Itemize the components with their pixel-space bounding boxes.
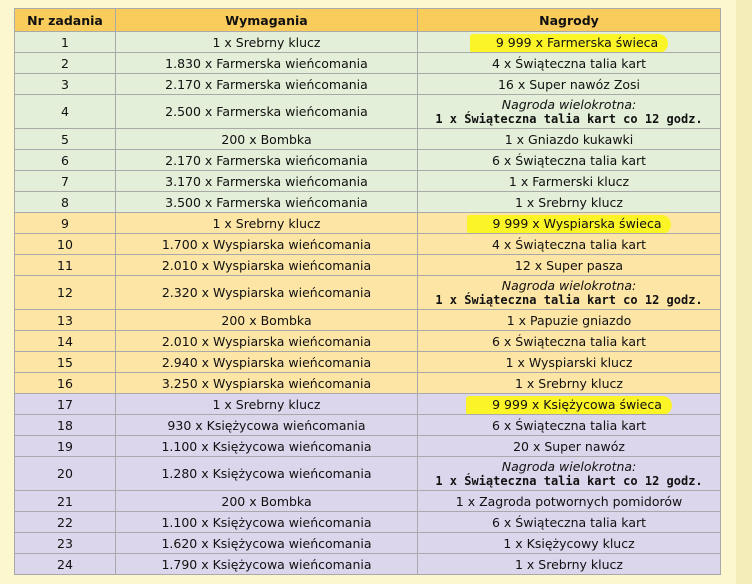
- task-number: 8: [15, 192, 116, 213]
- table-row: [15, 436, 721, 457]
- requirement-cell: 2.010 x Wyspiarska wieńcomania: [116, 331, 418, 352]
- reward-cell: [418, 276, 721, 310]
- task-number: 20: [15, 457, 116, 491]
- task-number: 1: [15, 32, 116, 53]
- multi-reward-item: 1 x Świąteczna talia kart co 12 godz.: [435, 292, 703, 307]
- reward-cell: [418, 95, 721, 129]
- reward-cell: 1 x Papuzie gniazdo: [418, 310, 721, 331]
- task-number: 18: [15, 415, 116, 436]
- reward-cell: 1 x Srebrny klucz: [418, 554, 721, 575]
- reward-cell: [418, 394, 721, 415]
- reward-cell: [418, 457, 721, 491]
- task-number: 11: [15, 255, 116, 276]
- requirement-cell: 1.620 x Księżycowa wieńcomania: [116, 533, 418, 554]
- table-row: [15, 192, 721, 213]
- requirement-cell: 1.700 x Wyspiarska wieńcomania: [116, 234, 418, 255]
- table-row: [15, 394, 721, 415]
- task-number: 13: [15, 310, 116, 331]
- requirement-cell: 1.790 x Księżycowa wieńcomania: [116, 554, 418, 575]
- task-number: 19: [15, 436, 116, 457]
- requirement-cell: 2.940 x Wyspiarska wieńcomania: [116, 352, 418, 373]
- requirement-cell: 1.830 x Farmerska wieńcomania: [116, 53, 418, 74]
- table-row: [15, 129, 721, 150]
- table-row: [15, 491, 721, 512]
- table-row: [15, 213, 721, 234]
- reward-cell: 12 x Super pasza: [418, 255, 721, 276]
- requirement-cell: 2.500 x Farmerska wieńcomania: [116, 95, 418, 129]
- requirement-cell: 930 x Księżycowa wieńcomania: [116, 415, 418, 436]
- table-row: [15, 171, 721, 192]
- table-row: [15, 150, 721, 171]
- requirement-cell: 200 x Bombka: [116, 129, 418, 150]
- table-row: [15, 331, 721, 352]
- table-row: [15, 352, 721, 373]
- requirement-cell: 3.500 x Farmerska wieńcomania: [116, 192, 418, 213]
- requirement-cell: 2.010 x Wyspiarska wieńcomania: [116, 255, 418, 276]
- requirement-cell: 1 x Srebrny klucz: [116, 394, 418, 415]
- highlighted-reward: 9 999 x Księżycowa świeca: [466, 396, 672, 415]
- table-row: [15, 74, 721, 95]
- table-row: [15, 373, 721, 394]
- requirement-cell: 200 x Bombka: [116, 491, 418, 512]
- table-row: [15, 95, 721, 129]
- table-row: [15, 255, 721, 276]
- task-number: 17: [15, 394, 116, 415]
- reward-cell: 1 x Księżycowy klucz: [418, 533, 721, 554]
- task-number: 24: [15, 554, 116, 575]
- task-number: 15: [15, 352, 116, 373]
- requirement-cell: 3.250 x Wyspiarska wieńcomania: [116, 373, 418, 394]
- task-number: 16: [15, 373, 116, 394]
- task-number: 3: [15, 74, 116, 95]
- requirement-cell: 2.170 x Farmerska wieńcomania: [116, 150, 418, 171]
- task-number: 6: [15, 150, 116, 171]
- multi-reward-item: 1 x Świąteczna talia kart co 12 godz.: [435, 473, 703, 488]
- requirement-cell: 3.170 x Farmerska wieńcomania: [116, 171, 418, 192]
- requirement-cell: 2.320 x Wyspiarska wieńcomania: [116, 276, 418, 310]
- table-row: [15, 310, 721, 331]
- requirement-cell: 200 x Bombka: [116, 310, 418, 331]
- reward-cell: 6 x Świąteczna talia kart: [418, 512, 721, 533]
- table-row: [15, 457, 721, 491]
- table-row: [15, 32, 721, 53]
- table-row: [15, 276, 721, 310]
- task-number: 21: [15, 491, 116, 512]
- header-row: [15, 9, 721, 32]
- table-row: [15, 512, 721, 533]
- table-row: [15, 554, 721, 575]
- table-row: [15, 533, 721, 554]
- reward-cell: 20 x Super nawóz: [418, 436, 721, 457]
- task-number: 5: [15, 129, 116, 150]
- requirement-cell: 1 x Srebrny klucz: [116, 32, 418, 53]
- reward-cell: 6 x Świąteczna talia kart: [418, 415, 721, 436]
- task-number: 4: [15, 95, 116, 129]
- requirement-cell: 1 x Srebrny klucz: [116, 213, 418, 234]
- requirement-cell: 1.100 x Księżycowa wieńcomania: [116, 436, 418, 457]
- reward-cell: 1 x Srebrny klucz: [418, 373, 721, 394]
- header-nr: Nr zadania: [15, 9, 116, 32]
- requirement-cell: 2.170 x Farmerska wieńcomania: [116, 74, 418, 95]
- highlighted-reward: 9 999 x Wyspiarska świeca: [467, 215, 672, 234]
- reward-cell: [418, 213, 721, 234]
- task-number: 9: [15, 213, 116, 234]
- multi-reward-title: Nagroda wielokrotna:: [501, 277, 637, 293]
- header-rewards: Nagrody: [418, 9, 721, 32]
- highlighted-reward: 9 999 x Farmerska świeca: [470, 34, 668, 53]
- page-edge: [736, 0, 752, 584]
- table-row: [15, 415, 721, 436]
- reward-cell: 1 x Farmerski klucz: [418, 171, 721, 192]
- task-number: 2: [15, 53, 116, 74]
- task-number: 23: [15, 533, 116, 554]
- reward-cell: 16 x Super nawóz Zosi: [418, 74, 721, 95]
- task-number: 14: [15, 331, 116, 352]
- multi-reward-item: 1 x Świąteczna talia kart co 12 godz.: [435, 111, 703, 126]
- rewards-table: [14, 8, 721, 575]
- reward-cell: 4 x Świąteczna talia kart: [418, 53, 721, 74]
- task-number: 22: [15, 512, 116, 533]
- reward-cell: [418, 32, 721, 53]
- requirement-cell: 1.280 x Księżycowa wieńcomania: [116, 457, 418, 491]
- table-row: [15, 53, 721, 74]
- requirement-cell: 1.100 x Księżycowa wieńcomania: [116, 512, 418, 533]
- reward-cell: 6 x Świąteczna talia kart: [418, 150, 721, 171]
- multi-reward-title: Nagroda wielokrotna:: [501, 458, 637, 474]
- reward-cell: 1 x Gniazdo kukawki: [418, 129, 721, 150]
- reward-cell: 1 x Wyspiarski klucz: [418, 352, 721, 373]
- reward-cell: 4 x Świąteczna talia kart: [418, 234, 721, 255]
- header-requirements: Wymagania: [116, 9, 418, 32]
- reward-cell: 6 x Świąteczna talia kart: [418, 331, 721, 352]
- table-row: [15, 234, 721, 255]
- reward-cell: 1 x Srebrny klucz: [418, 192, 721, 213]
- task-number: 12: [15, 276, 116, 310]
- task-number: 10: [15, 234, 116, 255]
- multi-reward-title: Nagroda wielokrotna:: [501, 96, 637, 112]
- task-number: 7: [15, 171, 116, 192]
- reward-cell: 1 x Zagroda potwornych pomidorów: [418, 491, 721, 512]
